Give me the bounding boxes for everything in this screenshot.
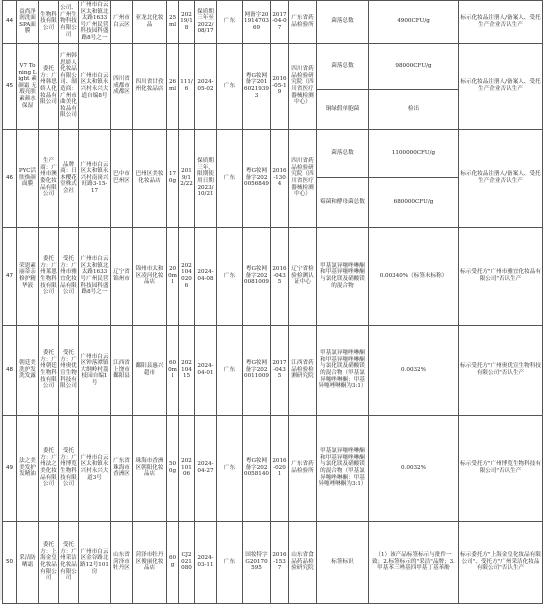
net-content: 26ml (167, 43, 179, 129)
production-licence: 2016-0201 (271, 415, 289, 521)
product-name: 法之美美发护发精油 (17, 415, 39, 521)
row-number: 50 (3, 521, 17, 603)
table-row (3, 227, 543, 325)
test-result: （1）该产品标签标示与批件一致；2.标签标示的"采洁"品牌；3.甲基苯三唑基四甲基丁基苯酚 (369, 521, 459, 603)
producer-address: 广州市白云区太和镇北太路1633号广州民营科技园科盛路8号之一 (79, 1, 111, 44)
sampled-store: 菏泽市牡丹区俊丽化妆品店 (133, 521, 167, 603)
remark: 标示化妆品注册人/备案人、受托生产企业否认生产 (459, 1, 543, 44)
batch-number: 20219/18 (179, 1, 195, 44)
row-number: 45 (3, 43, 17, 129)
row-number: 44 (3, 1, 17, 44)
expiry-date: 保质期三年，限期使用日期2023/10/21 (195, 129, 217, 227)
producer: 受托方：广州采洁化妆品有限公司 (59, 521, 79, 603)
province: 广东 (217, 43, 243, 129)
net-content: 170g (167, 129, 179, 227)
table-row (3, 521, 543, 603)
entrusting-party: 委托方：上海金皇化妆品有限公司 (39, 521, 59, 603)
producer: 受托方：广州博览生物科技有限公司 (59, 415, 79, 521)
province: 广东 (217, 325, 243, 415)
net-content: 600ml (167, 325, 179, 415)
net-content: 25ml (167, 1, 179, 44)
batch-number: 111/6 (179, 43, 195, 129)
test-result: 1100000CFU/g (369, 129, 459, 177)
failed-item: 甲基氯异噻唑啉酮和甲基异噻唑啉酮与氯化镁及硝酸镁的混合物 (317, 227, 369, 325)
row-number: 46 (3, 129, 17, 227)
producer: 公司、广州生物科技有限公司 (59, 1, 79, 44)
sampled-store: 珠海市香洲区朝阳化妆品店 (133, 415, 167, 521)
licence-number: 粤G妆网备字2020058140 (243, 415, 271, 521)
remark: 标示委托方"上海金皇化妆品有限公司"、受托方"广州采洁化妆品有限公司"否认生产 (459, 521, 543, 603)
licence-number: 网备字20191470369 (243, 1, 271, 44)
inspection-results-table (2, 0, 543, 604)
row-number: 48 (3, 325, 17, 415)
inspection-agency: 山东省食品药品检验研究院 (289, 521, 317, 603)
province: 广东 (217, 415, 243, 521)
batch-number: 2021040206 (179, 227, 195, 325)
batch-number: 20210106 (179, 415, 195, 521)
table-row (3, 415, 543, 521)
failed-item: 甲基氯异噻唑啉酮和甲基异噻唑啉酮与氯化镁及硝酸镁的混合物（甲基氯异噻唑啉酮：甲基异噻唑啉酮为3:1） (317, 325, 369, 415)
net-content: 60g (167, 521, 179, 603)
row-number: 49 (3, 415, 17, 521)
sampled-store: 锦州市太和区凌河化妆品店 (133, 227, 167, 325)
product-name: 朝廷美洗护发洗发露 (17, 325, 39, 415)
province: 广东 (217, 129, 243, 227)
entrusting-party: 生物科技有限公司 (39, 1, 59, 44)
inspection-agency: 辽宁省检验检测认证中心 (289, 227, 317, 325)
product-name: PYC活肤焕颜面膜 (17, 129, 39, 227)
product-name: 荣恩素丽蒂亲修护精华液 (17, 227, 39, 325)
product-name: 益尚净润洗面SPA面膜 (17, 1, 39, 44)
test-result: 检出 (369, 89, 459, 129)
entrusting-party: 委托方：广州朝廷生物科技有限公司 (39, 325, 59, 415)
licence-number: 粤G妆网备字2020056849 (243, 129, 271, 227)
table-row (3, 1, 543, 44)
expiry-date: 2024-04-01 (195, 325, 217, 415)
production-licence: 2017-04-07 (271, 1, 289, 44)
entrusting-party: 委托方：广州韩思娇人化妆品有限公司 (39, 43, 59, 129)
licence-number: 国妆特字G20170595 (243, 521, 271, 603)
expiry-date: 2024-04-08 (195, 227, 217, 325)
batch-number: 20210415 (179, 325, 195, 415)
province: 广东 (217, 227, 243, 325)
remark: 标示受托方"广州奥优宣生物科技有限公司"否认生产 (459, 325, 543, 415)
test-result: 0.00340%（标签未标称） (369, 227, 459, 325)
expiry-date: 2024-03-11 (195, 521, 217, 603)
sampled-store: 四川省甘孜州化妆品店 (133, 43, 167, 129)
inspection-agency: 广东省药品检验所 (289, 415, 317, 521)
batch-number: 2019/12/22 (179, 129, 195, 227)
inspection-agency: 江西省药品检验检测研究院 (289, 325, 317, 415)
producer-address: 广州市白云区金谷路北路12号101房 (79, 521, 111, 603)
sampling-region: 广东省珠海市香洲区 (111, 415, 133, 521)
producer-address: 广州市白云区太和镇永兴村南岗兴旺路3-15-17 (79, 129, 111, 227)
remark: 标示化妆品注册人/备案人、受托生产企业否认生产 (459, 43, 543, 129)
net-content: 200ml (167, 227, 179, 325)
producer-address: 广州市白云区钟落潭镇大纲岭村荔枝园自编1号 (79, 325, 111, 415)
entrusting-party: 委托方：广州法之美化妆品有限公司 (39, 415, 59, 521)
row-number: 47 (3, 227, 17, 325)
batch-number: CJ2021080 (179, 521, 195, 603)
expiry-date: 2024-04-27 (195, 415, 217, 521)
product-name: 采洁防晒霜 (17, 521, 39, 603)
test-result: 98000CFU/g (369, 43, 459, 89)
sampling-region: 巴中市巴州区 (111, 129, 133, 227)
sampling-region: 江西省上饶市鄱阳县 (111, 325, 133, 415)
failed-item: 铜绿假单胞菌 (317, 89, 369, 129)
production-licence: 2017-0435 (271, 325, 289, 415)
province: 广东 (217, 521, 243, 603)
test-result: 0.0032% (369, 415, 459, 521)
failed-item: 菌落总数 (317, 129, 369, 177)
table-row (3, 129, 543, 177)
inspection-agency: 四川省药品检验研究院（四川省医疗器械检测中心） (289, 43, 317, 129)
failed-item: 霉菌和酵母菌总数 (317, 177, 369, 227)
sampling-region: 四川省成都市成都区 (111, 43, 133, 129)
product-name: V7 Toning Light 素颜霜 无瑕亮肤素颜水保湿 (17, 43, 39, 129)
production-licence: 2016-05-19 (271, 43, 289, 129)
remark: 标示受托方"广州博览生物科技有限公司"否认生产 (459, 415, 543, 521)
entrusting-party: 委托方：广州莱恩生物科技有限公司 (39, 227, 59, 325)
remark: 标示受托方"广州市雅宜化妆品有限公司"否认生产 (459, 227, 543, 325)
sampling-region: 辽宁省锦州市 (111, 227, 133, 325)
sampled-store: 巴州区美妆化妆品店 (133, 129, 167, 227)
failed-item: 甲基氯异噻唑啉酮和甲基异噻唑啉酮与氯化镁及硝酸镁的混合物（甲基氯异噻唑啉酮：甲基异噻唑啉酮为3:1） (317, 415, 369, 521)
licence-number: 粤G妆网备字2020011009 (243, 325, 271, 415)
sampling-region: 山东省菏泽市牡丹区 (111, 521, 133, 603)
net-content: 500g (167, 415, 179, 521)
producer: 品牌商：日本樱花堂株式会社 (59, 129, 79, 227)
sampling-region: 广州市白云区 (111, 1, 133, 44)
expiry-date: 保质期三年至2022/08/17 (195, 1, 217, 44)
province: 广东 (217, 1, 243, 44)
production-licence: 2016-1537 (271, 521, 289, 603)
entrusting-party: 生产商：广州市澳姿化妆品有限公司 (39, 129, 59, 227)
remark: 标示化妆品注册人/备案人、受托生产企业否认生产 (459, 129, 543, 227)
producer: 受托方：广州市雅宜化妆品有限公司 (59, 227, 79, 325)
expiry-date: 2024-05-02 (195, 43, 217, 129)
licence-number: 粤G妆网备字20160219393 (243, 43, 271, 129)
failed-item: 菌落总数 (317, 1, 369, 44)
sampled-store: 鄱阳县惠兴超市 (133, 325, 167, 415)
failed-item: 标签标识 (317, 521, 369, 603)
table-row (3, 43, 543, 89)
producer-address: 广州市白云区太和镇永兴村永兴大道3号 (79, 415, 111, 521)
producer-address: 广州市白云区太和镇永兴村永兴大道自编8号 (79, 43, 111, 129)
table-row (3, 325, 543, 415)
failed-item: 菌落总数 (317, 43, 369, 89)
test-result: 0.0032% (369, 325, 459, 415)
producer: 广州韩思娇人化妆品有限公司、制造商：广州市曲美化妆品有限公司 (59, 43, 79, 129)
inspection-agency: 广东省药品检验所 (289, 1, 317, 44)
sampled-store: 亚龙北化妆品 (133, 1, 167, 44)
test-result: 680000CFU/g (369, 177, 459, 227)
production-licence: 2016-0435 (271, 227, 289, 325)
producer: 受托方：广州奥优宣生物科技有限公司 (59, 325, 79, 415)
test-result: 4900CFU/g (369, 1, 459, 44)
production-licence: 2016-1304 (271, 129, 289, 227)
producer-address: 广州市白云区太和镇北太路1633号广州民营科技园科盛路8号之一 (79, 227, 111, 325)
inspection-agency: 四川省药品检验研究院（四川省医疗器械检测中心） (289, 129, 317, 227)
licence-number: 粤G妆网备字2020081009 (243, 227, 271, 325)
